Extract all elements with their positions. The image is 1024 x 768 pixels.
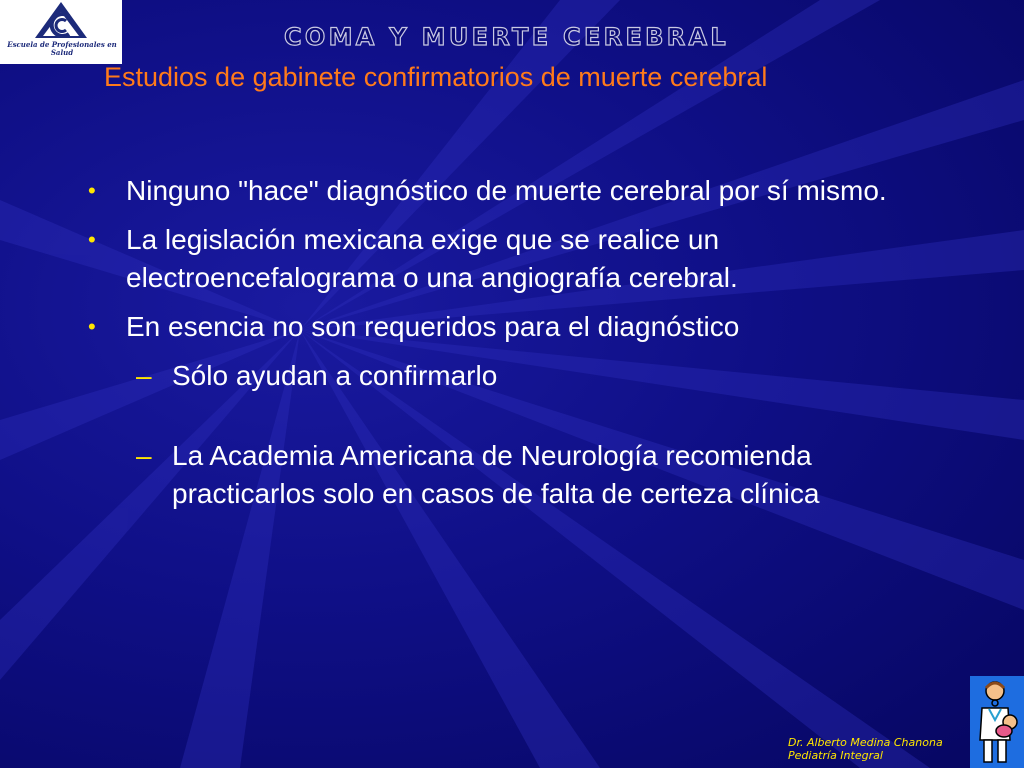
- school-logo-icon: [0, 0, 122, 44]
- bullet-item: [84, 221, 964, 297]
- sub-bullet-text: La Academia Americana de Neurología recomienda practicarlos solo en casos de falta de certeza clínica: [172, 440, 820, 509]
- logo-text: Escuela de Profesionales en Salud: [7, 40, 117, 57]
- sub-bullet-text: Sólo ayudan a confirmarlo: [172, 360, 498, 391]
- school-logo: [0, 0, 122, 64]
- bullet-item: [84, 172, 964, 210]
- slide-subtitle: Estudios de gabinete confirmatorios de muerte cerebral: [104, 62, 768, 92]
- bullet-text: La legislación mexicana exige que se realice un electroencefalograma o una angiografía cerebral.: [126, 224, 738, 293]
- author-name: Dr. Alberto Medina Chanona: [788, 736, 943, 749]
- bullet-marker: •: [88, 227, 96, 252]
- doctor-clipart: [970, 676, 1024, 768]
- doctor-with-baby-icon: [970, 676, 1024, 768]
- bullet-item: [84, 308, 964, 346]
- bullet-text: Ninguno "hace" diagnóstico de muerte cerebral por sí mismo.: [126, 175, 887, 206]
- bullet-marker: •: [88, 178, 96, 203]
- author-specialty: Pediatría Integral: [788, 749, 883, 762]
- slide-title: COMA Y MUERTE CEREBRAL: [284, 23, 729, 51]
- dash-marker: –: [136, 440, 152, 471]
- dash-marker: –: [136, 360, 152, 391]
- sub-bullet-item: [84, 357, 932, 395]
- bullet-marker: •: [88, 314, 96, 339]
- bullet-text: En esencia no son requeridos para el diagnóstico: [126, 311, 740, 342]
- bullet-list: [84, 172, 964, 523]
- footer-author: [788, 736, 943, 762]
- sub-bullet-item: [84, 437, 932, 513]
